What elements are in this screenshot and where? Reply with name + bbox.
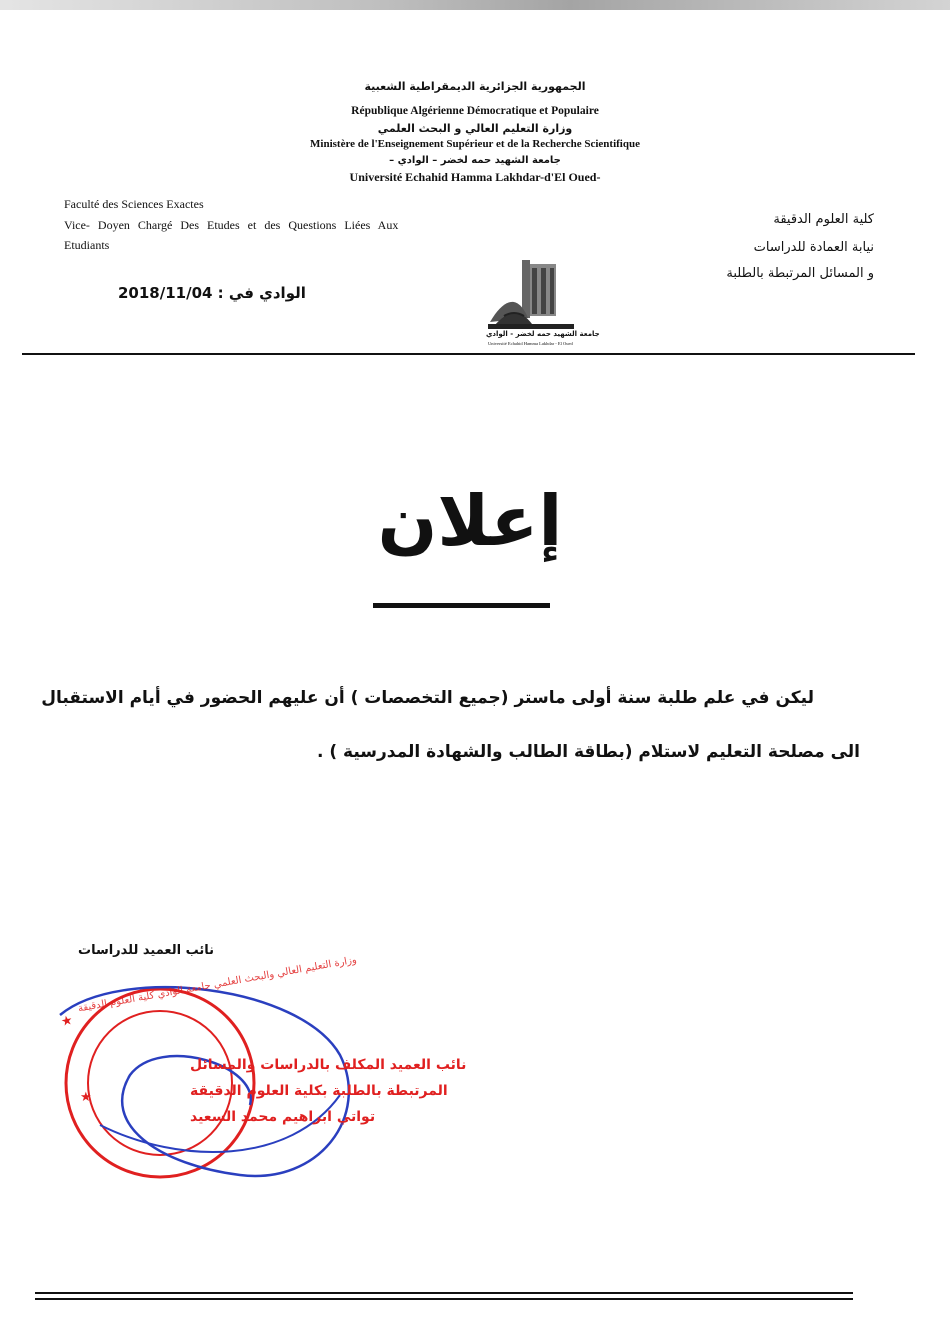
university-logo bbox=[484, 258, 600, 350]
date-line: الوادي في : 2018/11/04 bbox=[118, 284, 306, 302]
svg-text:★: ★ bbox=[59, 1012, 75, 1031]
header-university-fr: Université Echahid Hamma Lakhdar-d'El Oued- bbox=[349, 170, 601, 184]
header-ministry-fr: Ministère de l'Enseignement Supérieur et de la Recherche Scientifique bbox=[310, 138, 640, 150]
stamp-line-3: تواتي ابراهيم محمد السعيد bbox=[190, 1109, 376, 1125]
issues-ar: و المسائل المرتبطة بالطلبة bbox=[726, 266, 874, 281]
title-underline bbox=[373, 603, 550, 608]
body-line-1: ليكن في علم طلبة سنة أولى ماستر (جميع التخصصات ) أن عليهم الحضور في أيام الاستقبال bbox=[41, 688, 814, 708]
header-separator bbox=[22, 353, 915, 355]
logo-caption-fr: Université Echahid Hamma Lakhdar - El Oued bbox=[488, 341, 573, 346]
footer-rule-bottom bbox=[35, 1298, 853, 1300]
body-line-2: الى مصلحة التعليم لاستلام (بطاقة الطالب والشهادة المدرسية ) . bbox=[316, 742, 860, 762]
vice-dean-fr-line1: Vice- Doyen Chargé Des Etudes et des Questions Liées Aux bbox=[64, 218, 399, 232]
header-republic-fr: République Algérienne Démocratique et Populaire bbox=[351, 105, 599, 117]
stamp-line-1: نائب العميد المكلف بالدراسات والمسائل bbox=[190, 1057, 467, 1073]
header-university-ar: جامعة الشهيد حمه لخضر – الوادي – bbox=[389, 155, 561, 166]
stamp-ring-text: وزارة التعليم العالي والبحث العلمي جامعة الوادي كلية العلوم الدقيقة bbox=[77, 954, 358, 1015]
vice-dean-fr-line2: Etudiants bbox=[64, 238, 110, 252]
header-republic-ar: الجمهورية الجزائرية الديمقراطية الشعبية bbox=[364, 80, 586, 93]
stamp-line-2: المرتبطة بالطلبة بكلية العلوم الدقيقة bbox=[190, 1083, 448, 1099]
footer-rule-top bbox=[35, 1292, 853, 1294]
faculty-fr: Faculté des Sciences Exactes bbox=[64, 197, 204, 211]
deanship-ar: نيابة العمادة للدراسات bbox=[753, 240, 874, 255]
official-stamp bbox=[40, 954, 467, 1205]
scan-top-edge bbox=[0, 0, 950, 10]
svg-text:★: ★ bbox=[80, 1090, 92, 1105]
header-ministry-ar: وزارة التعليم العالي و البحث العلمي bbox=[377, 122, 573, 135]
announcement-title: إعلان bbox=[377, 480, 563, 562]
faculty-ar: كلية العلوم الدقيقة bbox=[773, 212, 874, 227]
signature-title: نائب العميد للدراسات bbox=[78, 943, 215, 958]
logo-caption-ar: جامعة الشهيد حمه لخضر - الوادي bbox=[486, 330, 600, 338]
